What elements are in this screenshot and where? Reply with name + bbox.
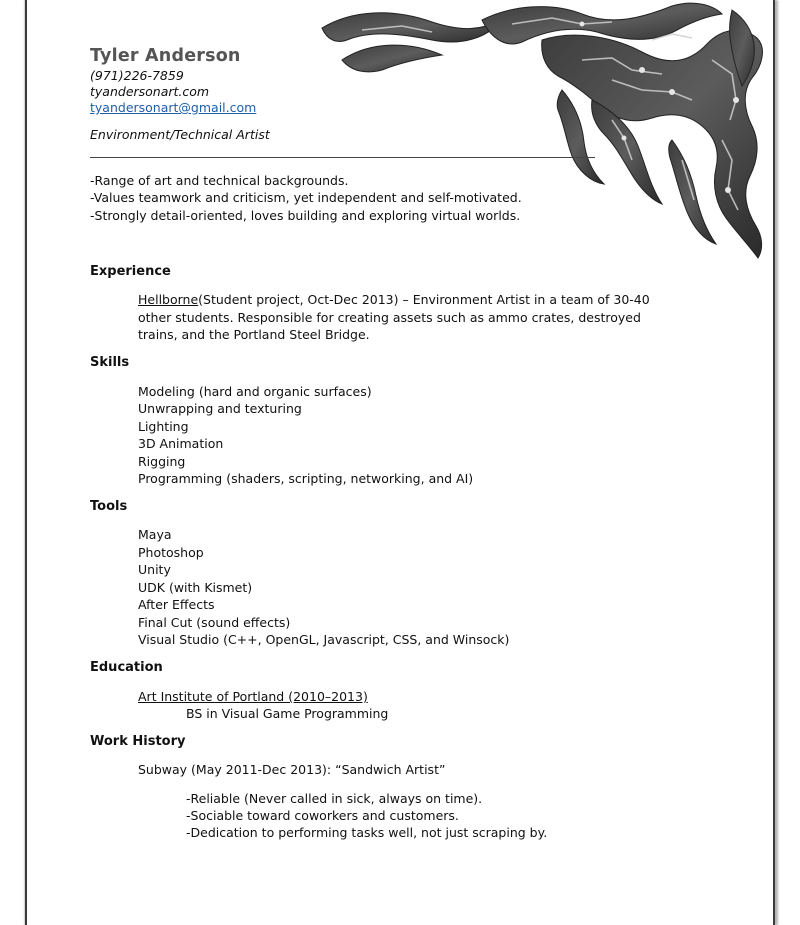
applicant-name: Tyler Anderson bbox=[90, 46, 241, 66]
tool-item: After Effects bbox=[138, 597, 215, 612]
skill-item: Unwrapping and texturing bbox=[138, 401, 302, 416]
degree-text: BS in Visual Game Programming bbox=[186, 706, 389, 721]
role-title: Environment/Technical Artist bbox=[90, 127, 270, 142]
phone-number: (971)226-7859 bbox=[90, 68, 184, 83]
school-link[interactable]: Art Institute of Portland (2010–2013) bbox=[138, 689, 368, 704]
website-text: tyandersonart.com bbox=[90, 84, 210, 99]
experience-line bbox=[138, 292, 650, 307]
experience-heading: Experience bbox=[90, 264, 171, 279]
experience-detail: (Student project, Oct-Dec 2013) – Environment Artist in a team of 30-40 bbox=[198, 292, 650, 307]
tool-item: Final Cut (sound effects) bbox=[138, 615, 291, 630]
summary-line: -Strongly detail-oriented, loves building and exploring virtual worlds. bbox=[90, 208, 521, 223]
header-divider bbox=[90, 157, 595, 158]
tools-heading: Tools bbox=[90, 499, 128, 514]
skill-item: Rigging bbox=[138, 454, 186, 469]
resume-page bbox=[25, 0, 775, 925]
work-history-heading: Work History bbox=[90, 734, 186, 749]
tool-item: Photoshop bbox=[138, 545, 204, 560]
email-link[interactable]: tyandersonart@gmail.com bbox=[90, 100, 257, 115]
experience-line: trains, and the Portland Steel Bridge. bbox=[138, 327, 370, 342]
skill-item: Programming (shaders, scripting, networking, and AI) bbox=[138, 471, 474, 486]
tool-item: UDK (with Kismet) bbox=[138, 580, 253, 595]
skills-heading: Skills bbox=[90, 355, 130, 370]
skill-item: Modeling (hard and organic surfaces) bbox=[138, 384, 372, 399]
tool-item: Maya bbox=[138, 527, 172, 542]
job-bullet: -Dedication to performing tasks well, not just scraping by. bbox=[186, 825, 548, 840]
job-bullet: -Sociable toward coworkers and customers. bbox=[186, 808, 459, 823]
job-title: Subway (May 2011-Dec 2013): “Sandwich Artist” bbox=[138, 762, 446, 777]
experience-line: other students. Responsible for creating assets such as ammo crates, destroyed bbox=[138, 310, 641, 325]
summary-line: -Values teamwork and criticism, yet independent and self-motivated. bbox=[90, 190, 522, 205]
education-heading: Education bbox=[90, 660, 163, 675]
skill-item: Lighting bbox=[138, 419, 189, 434]
project-link[interactable]: Hellborne bbox=[138, 292, 199, 307]
job-bullet: -Reliable (Never called in sick, always on time). bbox=[186, 791, 483, 806]
tool-item: Visual Studio (C++, OpenGL, Javascript, CSS, and Winsock) bbox=[138, 632, 510, 647]
tool-item: Unity bbox=[138, 562, 171, 577]
summary-line: -Range of art and technical backgrounds. bbox=[90, 173, 349, 188]
skill-item: 3D Animation bbox=[138, 436, 224, 451]
